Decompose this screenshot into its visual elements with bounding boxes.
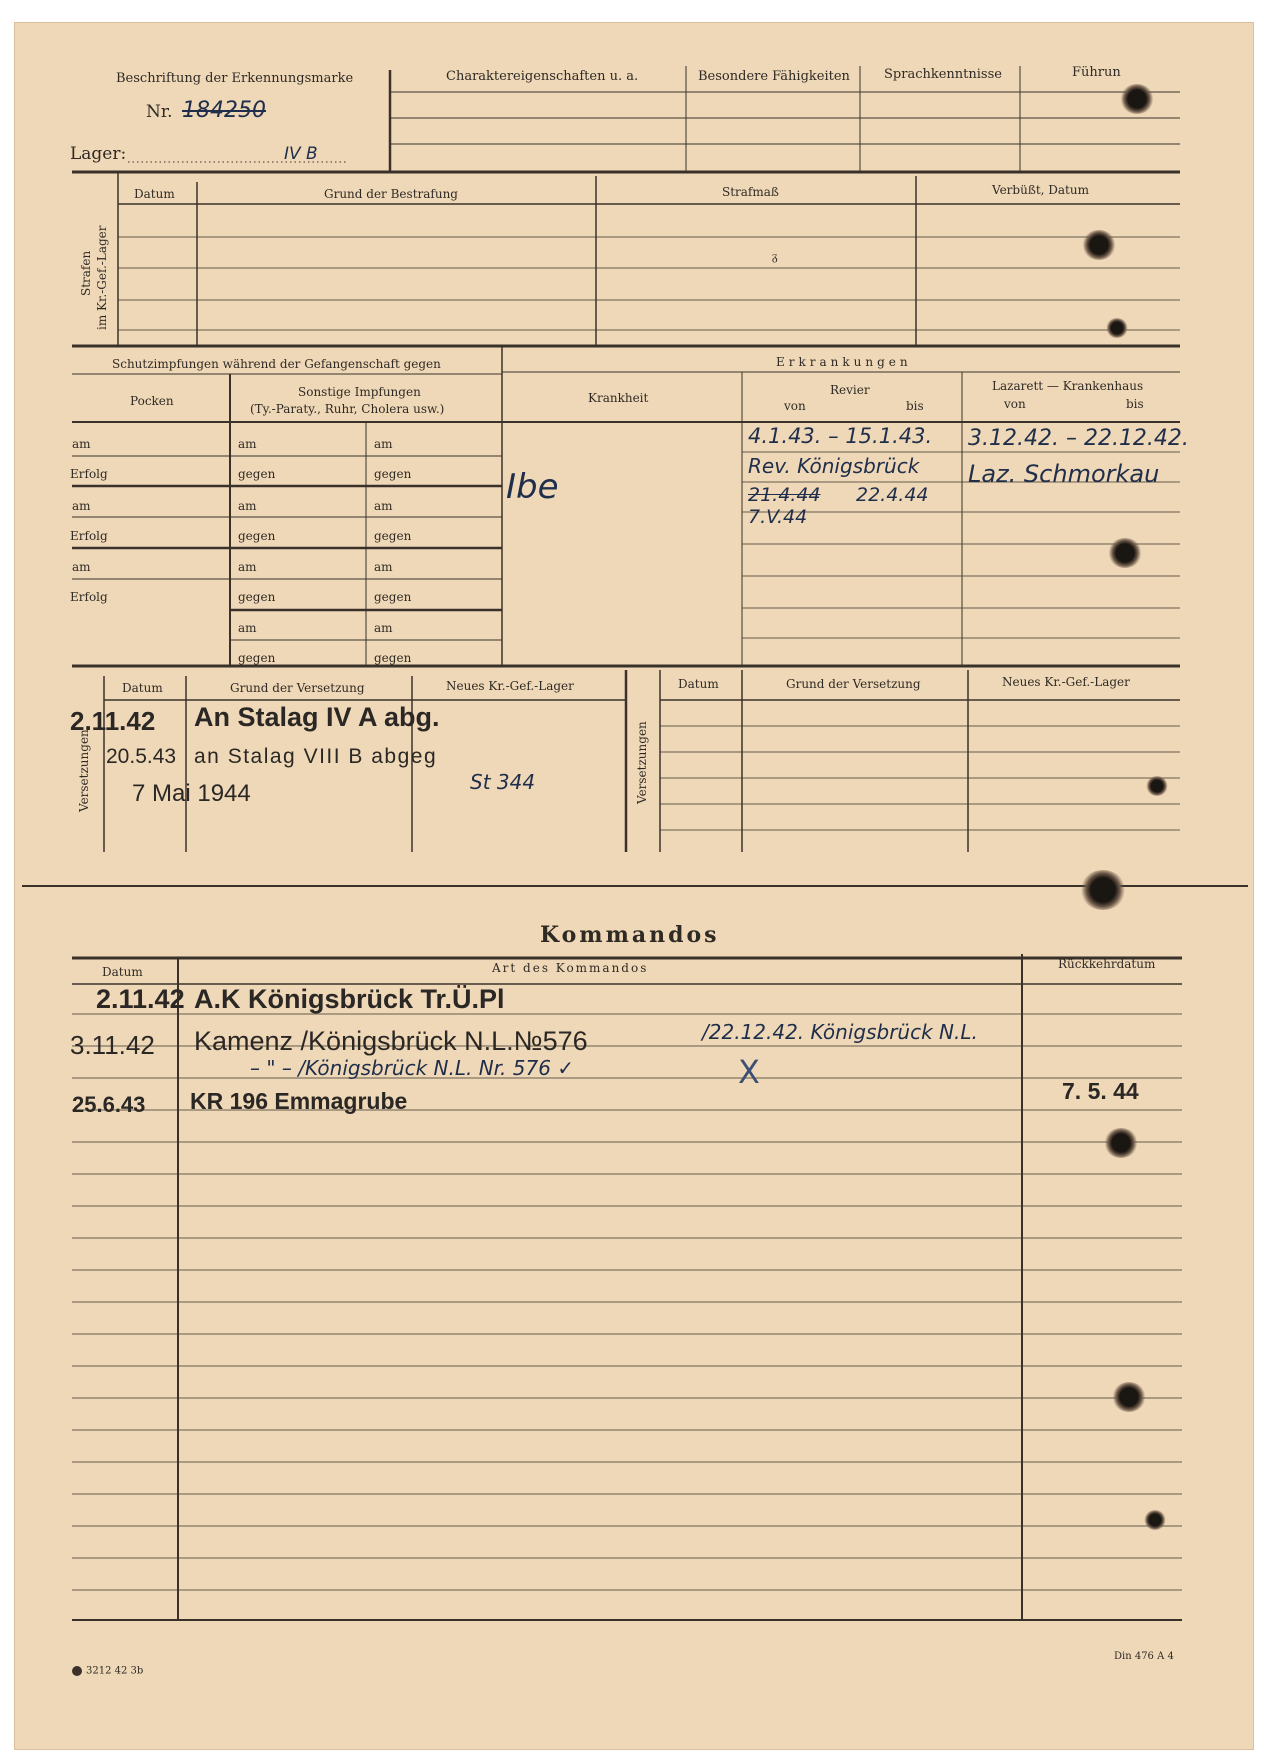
id-tag-heading: Beschriftung der Erkennungsmarke	[116, 71, 354, 86]
revier-line-4: 7.V.44	[748, 506, 808, 528]
kommando-col-type: Art des Kommandos	[492, 961, 649, 975]
lager-value: IV B	[284, 144, 318, 164]
lazarett-line-1: 3.12.42. – 22.12.42.	[968, 426, 1189, 451]
din-code: Din 476 A 4	[1114, 1651, 1174, 1662]
vacc-right-row: am	[374, 437, 393, 451]
punch-hole-8	[1112, 1382, 1146, 1412]
punch-hole-5	[1146, 776, 1168, 796]
punish-col-served: Verbüßt, Datum	[992, 183, 1089, 197]
transfers-side-label-right: Versetzungen	[635, 721, 649, 804]
revier-line-2: Rev. Königsbrück	[748, 454, 920, 478]
print-code-text: 3212 42 3b	[86, 1665, 144, 1677]
vacc-mid-row: am	[238, 621, 257, 635]
illness-lazarett-bis: bis	[1126, 397, 1144, 411]
vacc-mid-row: gegen	[238, 467, 276, 481]
transfer-col-date-2: Datum	[678, 677, 719, 691]
print-code	[72, 1666, 143, 1677]
nr-value: 184250	[182, 98, 266, 123]
punish-col-measure: Strafmaß	[722, 185, 779, 199]
vacc-right-row: gegen	[374, 651, 412, 665]
punch-hole-9	[1144, 1510, 1166, 1530]
header-conduct: Führun	[1072, 65, 1121, 80]
illness-col-illness: Krankheit	[588, 391, 649, 405]
vacc-right-row: am	[374, 560, 393, 574]
kommando-col-return: Rückkehrdatum	[1058, 957, 1156, 971]
illness-value: Ibe	[506, 467, 559, 507]
vacc-left-row: Erfolg	[70, 529, 108, 543]
punch-hole-7	[1104, 1128, 1138, 1158]
transfer-entry-date: 2.11.42	[70, 706, 156, 736]
kommando-entry-hand: – " – /Königsbrück N.L. Nr. 576 ✓	[250, 1056, 575, 1080]
illness-col-revier: Revier	[830, 383, 870, 397]
punch-hole-4	[1108, 538, 1142, 568]
punish-col-date: Datum	[134, 187, 175, 201]
transfers-side-label-left: Versetzungen	[77, 729, 91, 812]
kommando-entry-return: 7. 5. 44	[1062, 1078, 1139, 1104]
punch-hole-2	[1082, 230, 1116, 260]
vacc-mid-row: gegen	[238, 590, 276, 604]
transfer-col-reason: Grund der Versetzung	[230, 681, 365, 695]
vacc-left-row: Erfolg	[70, 590, 108, 604]
header-languages: Sprachkenntnisse	[884, 67, 1002, 82]
vacc-mid-row: am	[238, 560, 257, 574]
header-character: Charaktereigenschaften u. a.	[446, 69, 639, 84]
kommando-col-date: Datum	[102, 965, 143, 979]
punish-mark: ᵹ	[772, 249, 778, 263]
illness-heading: Erkrankungen	[776, 355, 912, 369]
transfer-col-new-camp: Neues Kr.-Gef.-Lager	[446, 679, 574, 693]
transfer-col-new-camp-2: Neues Kr.-Gef.-Lager	[1002, 675, 1130, 689]
vacc-mid-row: gegen	[238, 651, 276, 665]
vacc-left-row: Erfolg	[70, 467, 108, 481]
punishments-side-label-2: im Kr.-Gef.-Lager	[95, 225, 109, 330]
revier-line-3-struck: 21.4.44	[748, 484, 821, 506]
vacc-mid-row: am	[238, 437, 257, 451]
kommando-entry-date: 25.6.43	[72, 1092, 146, 1117]
vacc-right-row: gegen	[374, 529, 412, 543]
transfer-entry-date: 7 Mai 1944	[132, 780, 251, 807]
vacc-right-row: gegen	[374, 467, 412, 481]
printer-logo-icon	[72, 1666, 82, 1676]
punishments-side-label-1: Strafen	[79, 250, 93, 296]
illness-col-lazarett: Lazarett — Krankenhaus	[992, 379, 1144, 393]
transfer-entry-extra: St 344	[470, 770, 536, 794]
punish-col-reason: Grund der Bestrafung	[324, 187, 458, 201]
lager-label: Lager:	[70, 144, 127, 164]
transfer-col-date: Datum	[122, 681, 163, 695]
nr-label: Nr.	[146, 102, 173, 122]
transfer-entry-date: 20.5.43	[106, 745, 177, 768]
illness-lazarett-von: von	[1004, 397, 1026, 411]
vacc-left-row: am	[72, 437, 91, 451]
kommando-entry-text: KR 196 Emmagrube	[190, 1088, 408, 1114]
kommando-entry-hand: /22.12.42. Königsbrück N.L.	[702, 1020, 978, 1044]
vacc-col-other-1: Sonstige Impfungen	[298, 385, 421, 399]
vacc-col-smallpox: Pocken	[130, 394, 174, 408]
vacc-left-row: am	[72, 560, 91, 574]
header-skills: Besondere Fähigkeiten	[698, 69, 850, 84]
transfer-col-reason-2: Grund der Versetzung	[786, 677, 921, 691]
kommando-entry-text: A.K Königsbrück Tr.Ü.Pl	[194, 984, 505, 1014]
kommando-entry-mark: X	[738, 1053, 760, 1091]
vacc-mid-row: am	[238, 499, 257, 513]
revier-line-1: 4.1.43. – 15.1.43.	[748, 424, 933, 448]
vacc-right-row: gegen	[374, 590, 412, 604]
vacc-right-row: am	[374, 621, 393, 635]
vacc-mid-row: gegen	[238, 529, 276, 543]
illness-revier-von: von	[784, 399, 806, 413]
kommando-entry-date: 3.11.42	[70, 1030, 155, 1060]
revier-line-3: 22.4.44	[856, 484, 929, 506]
punch-hole-3	[1106, 318, 1128, 338]
transfer-entry-text: An Stalag IV A abg.	[194, 702, 440, 732]
illness-revier-bis: bis	[906, 399, 924, 413]
kommando-entry-text: Kamenz /Königsbrück N.L.№576	[194, 1026, 588, 1056]
kommando-entry-date: 2.11.42	[96, 984, 185, 1014]
vacc-right-row: am	[374, 499, 393, 513]
punch-hole-6	[1080, 870, 1126, 910]
vacc-col-other-2: (Ty.-Paraty., Ruhr, Cholera usw.)	[250, 402, 445, 416]
lazarett-line-2: Laz. Schmorkau	[968, 460, 1160, 488]
transfer-entry-text: an Stalag VIII B abgeg	[194, 745, 438, 768]
vacc-left-row: am	[72, 499, 91, 513]
punch-hole-1	[1120, 84, 1154, 114]
vaccination-heading: Schutzimpfungen während der Gefangenschaft gegen	[112, 357, 441, 371]
kommandos-heading: Kommandos	[540, 922, 720, 948]
